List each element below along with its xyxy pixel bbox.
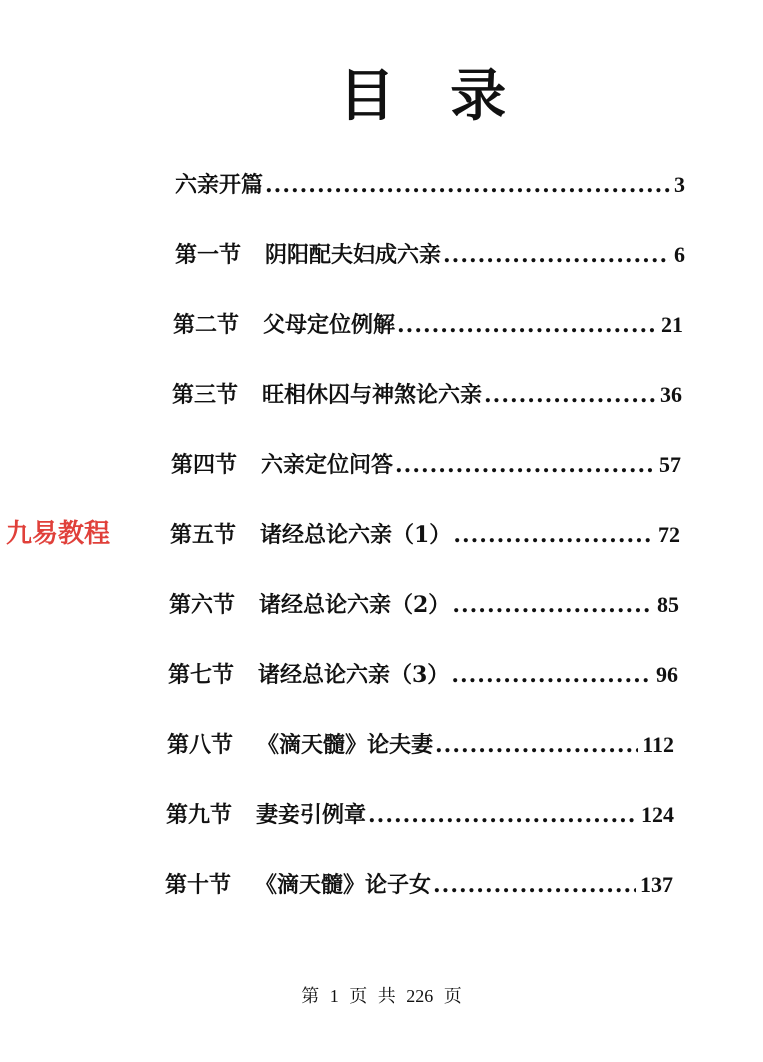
toc-entry[interactable] xyxy=(168,660,678,690)
toc-section-label: 第十节 xyxy=(165,872,232,898)
toc-entry[interactable] xyxy=(169,590,679,620)
toc-page-number: 96 xyxy=(656,662,678,687)
toc-dot-leader xyxy=(484,380,656,410)
toc-page-number: 137 xyxy=(640,872,673,897)
toc-page-number: 3 xyxy=(674,172,685,197)
table-of-contents xyxy=(0,162,763,922)
toc-page-number: 21 xyxy=(661,312,683,337)
toc-entry-title: 诸经总论六亲（3） xyxy=(258,662,450,688)
toc-entry[interactable] xyxy=(172,380,682,410)
toc-dot-leader xyxy=(451,660,652,690)
toc-page-number: 85 xyxy=(657,592,679,617)
toc-entry[interactable] xyxy=(175,170,685,200)
toc-entry-title: 六亲定位问答 xyxy=(261,452,394,478)
toc-dot-leader xyxy=(452,590,653,620)
toc-dot-leader xyxy=(443,240,670,270)
toc-entry-title: 《滴天髓》论夫妻 xyxy=(257,732,434,758)
toc-dot-leader xyxy=(433,870,636,900)
page-title: 目 录 xyxy=(338,64,525,129)
toc-dot-leader xyxy=(435,730,638,760)
toc-section-label: 第六节 xyxy=(169,592,236,618)
toc-page-number: 6 xyxy=(674,242,685,267)
toc-section-label: 第一节 xyxy=(175,242,242,268)
toc-dot-leader xyxy=(265,170,670,200)
toc-entry-title: 《滴天髓》论子女 xyxy=(255,872,432,898)
toc-entry-title: 旺相休囚与神煞论六亲 xyxy=(262,382,483,408)
toc-entry-title: 妻妾引例章 xyxy=(256,802,367,828)
toc-section-label: 第三节 xyxy=(172,382,239,408)
toc-section-label: 第四节 xyxy=(171,452,238,478)
toc-entry-title: 阴阳配夫妇成六亲 xyxy=(265,242,442,268)
toc-section-label: 第七节 xyxy=(168,662,235,688)
toc-section-label: 第八节 xyxy=(167,732,234,758)
toc-section-label: 第九节 xyxy=(166,802,233,828)
toc-entry[interactable] xyxy=(165,870,673,900)
toc-dot-leader xyxy=(453,520,654,550)
toc-dot-leader xyxy=(395,450,655,480)
toc-section-label: 第二节 xyxy=(173,312,240,338)
toc-page-number: 57 xyxy=(659,452,681,477)
toc-page-number: 72 xyxy=(658,522,680,547)
toc-entry[interactable] xyxy=(166,800,674,830)
toc-section-label: 第五节 xyxy=(170,522,237,548)
page-footer: 第 1 页 共 226 页 xyxy=(301,986,462,1006)
toc-entry-title: 父母定位例解 xyxy=(263,312,396,338)
toc-entry-title: 诸经总论六亲（1） xyxy=(260,522,452,548)
toc-entry[interactable] xyxy=(170,520,680,550)
toc-entry[interactable] xyxy=(167,730,674,760)
toc-page-number: 124 xyxy=(641,802,674,827)
toc-dot-leader xyxy=(397,310,657,340)
toc-entry[interactable] xyxy=(175,240,685,270)
toc-entry-title: 诸经总论六亲（2） xyxy=(259,592,451,618)
toc-entry-title: 六亲开篇 xyxy=(175,172,264,198)
toc-page-number: 112 xyxy=(642,732,674,757)
toc-entry[interactable] xyxy=(171,450,681,480)
watermark-text: 九易教程 xyxy=(6,519,111,549)
toc-entry[interactable] xyxy=(173,310,683,340)
toc-page-number: 36 xyxy=(660,382,682,407)
toc-dot-leader xyxy=(368,800,637,830)
